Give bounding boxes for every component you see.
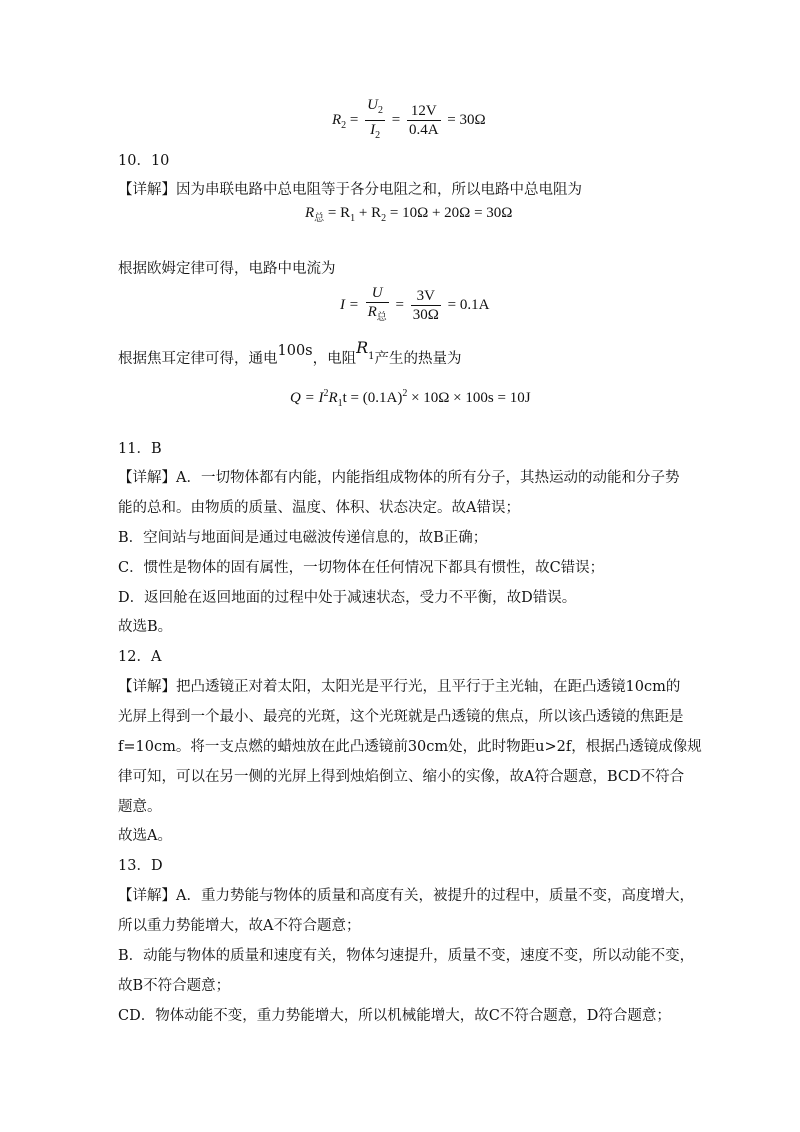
q11-line: 能的总和。由物质的质量、温度、体积、状态决定。故A错误； <box>118 500 520 516</box>
q13-line: CD．物体动能不变，重力势能增大，所以机械能增大，故C不符合题意，D符合题意； <box>118 1008 671 1024</box>
q13-line: 【详解】A．重力势能与物体的质量和高度有关，被提升的过程中，质量不变，高度增大， <box>118 888 694 904</box>
q12-line: 题意。 <box>118 799 162 815</box>
q12-line: 【详解】把凸透镜正对着太阳，太阳光是平行光，且平行于主光轴，在距凸透镜10cm的 <box>118 679 681 695</box>
q13-line: 所以重力势能增大，故A不符合题意； <box>118 918 361 934</box>
equation-total-resistance: $R_总 = R_1 + R_2 = 10\Omega + 20\Omega = 30\Omega$ <box>305 205 513 224</box>
q11-line: B．空间站与地面间是通过电磁波传递信息的，故B正确； <box>118 530 488 546</box>
q13-line: B．动能与物体的质量和速度有关，物体匀速提升，质量不变，速度不变，所以动能不变， <box>118 948 695 964</box>
q12-line: f=10cm。将一支点燃的蜡烛放在此凸透镜前30cm处，此时物距u>2f，根据凸透镜成像规 <box>118 739 702 755</box>
equation-r2: $R_2$ = $\frac{U_2}{I_2}$ = $\frac{12V}{0.4A}$ = 30Ω <box>332 96 486 145</box>
question-number-12: 12．A <box>118 649 162 665</box>
fraction-u2-i2: $\frac{U_2}{I_2}$ <box>367 97 383 141</box>
question-number-11: 11．B <box>118 441 162 457</box>
q12-line: 故选A。 <box>118 828 172 844</box>
fraction-u-rtotal: $\frac{U}{R_总}$ <box>367 285 387 323</box>
question-number-13: 13．D <box>118 858 163 874</box>
q12-line: 律可知，可以在另一侧的光屏上得到烛焰倒立、缩小的实像，故A符合题意，BCD不符合 <box>118 769 685 785</box>
joule-law-text: 根据焦耳定律可得，通电100s，电阻$R_1$产生的热量为 <box>118 338 462 367</box>
ohm-law-text: 根据欧姆定律可得，电路中电流为 <box>118 261 336 277</box>
equation-heat: $Q = I^2R_1t = (0.1A)^2 \times 10\Omega \times 100s = 10J$ <box>290 388 531 409</box>
q12-line: 光屏上得到一个最小、最亮的光斑，这个光斑就是凸透镜的焦点，所以该凸透镜的焦距是 <box>118 709 684 725</box>
q11-line: 故选B。 <box>118 619 173 635</box>
q13-line: 故B不符合题意； <box>118 978 231 994</box>
q11-line: D．返回舱在返回地面的过程中处于减速状态，受力不平衡，故D错误。 <box>118 590 577 606</box>
fraction-3v-30ohm: $\frac{3V}{30\Omega}$ <box>412 288 439 323</box>
equation-current: I = $\frac{U}{R_总}$ = $\frac{3V}{30\Omega}$ = 0.1A <box>340 284 489 327</box>
question-number-10: 10．10 <box>118 153 170 169</box>
q10-detail: 【详解】因为串联电路中总电阻等于各分电阻之和，所以电路中总电阻为 <box>118 182 582 198</box>
fraction-12v-04a: $\frac{12V}{0.4A}$ <box>408 103 439 138</box>
q11-line: 【详解】A．一切物体都有内能，内能指组成物体的所有分子，其热运动的动能和分子势 <box>118 470 680 486</box>
q11-line: C．惯性是物体的固有属性，一切物体在任何情况下都具有惯性，故C错误； <box>118 560 605 576</box>
